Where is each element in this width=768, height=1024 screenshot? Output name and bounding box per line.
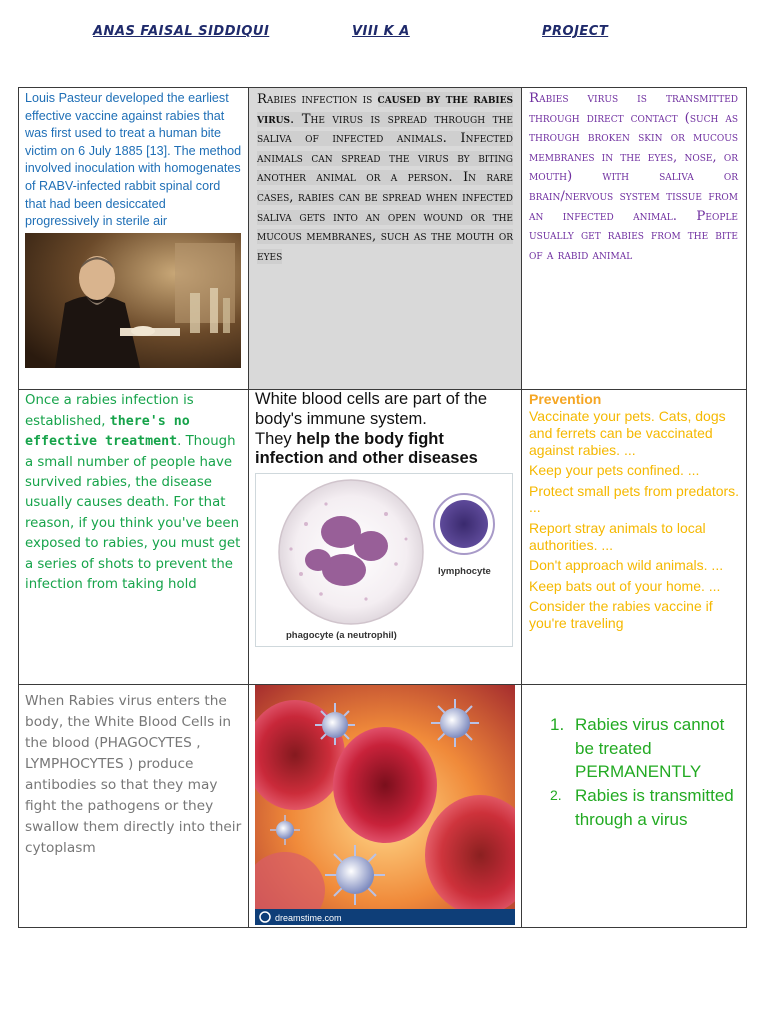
virus-particle	[276, 821, 294, 839]
phagocyte-cell	[279, 480, 423, 624]
watermark-text: dreamstime.com	[275, 912, 342, 923]
fact-item: 1. Rabies virus cannot be treated PERMANENTLY	[550, 714, 725, 782]
virus-particle	[440, 708, 470, 738]
white-blood-cells-figure	[255, 473, 513, 647]
virus-image-cell	[249, 684, 522, 927]
prevention-cell	[522, 390, 747, 684]
treatment-cell	[19, 390, 249, 684]
page-header	[0, 22, 768, 46]
treatment-text: Once a rabies infection is established, there's no effective treatment. Though a small number of people have survived rabies, the disease usually causes death. For that reason, if you think you've been exposed to rabies, you must get a series of shots to prevent the infection from taking hold	[25, 393, 241, 593]
prevention-item: Protect small pets from predators. ...	[529, 482, 740, 516]
prevention-item: Report stray animals to local authorities. ...	[529, 519, 706, 553]
cause-highlight: caused by the rabies virus	[257, 92, 513, 127]
facts-cell	[522, 684, 747, 927]
fact-item: 2. Rabies is transmitted through a virus	[550, 786, 734, 829]
pasteur-portrait-image	[25, 233, 241, 368]
transmission-text: Rabies virus is transmitted through direct contact (such as through broken skin or mucous membranes in the eyes, nose, or mouth) with saliva or brain/nervous system tissue from an infected animal. People usually get rabies from the bite of a rabid animal	[529, 91, 738, 263]
project-grid	[18, 87, 747, 928]
row-3	[19, 684, 747, 927]
immune-response-text: When Rabies virus enters the body, the White Blood Cells in the blood (PHAGOCYTES , LYMPHOCYTES ) produce antibodies so that they may fight the pathogens or they swallow them directly into their cytoplasm	[25, 692, 242, 856]
virus-illustration	[255, 685, 515, 925]
phagocyte-label: phagocyte (a neutrophil)	[286, 629, 397, 641]
prevention-item: Keep bats out of your home. ...	[529, 577, 721, 594]
lymphocyte-label: lymphocyte	[438, 565, 491, 577]
project-label: PROJECT	[542, 24, 609, 39]
immune-response-cell	[19, 684, 249, 927]
wbc-text: White blood cells are part of the body's immune system. They help the body fight infection and other diseases	[255, 390, 488, 468]
red-blood-cell	[333, 727, 437, 843]
cause-cell	[249, 88, 522, 390]
cause-text: Rabies infection is caused by the rabies virus. The virus is spread through the saliva of infected animals. Infected animals can spread the virus by biting another animal or a person. In rare cases, rabies can be spread when infected saliva gets into an open wound or the mucous membranes, such as the mouth or eyes	[257, 92, 513, 264]
prevention-item: Don't approach wild animals. ...	[529, 557, 724, 574]
prevention-title: Prevention	[529, 391, 602, 408]
blood-cells-illustration	[256, 474, 512, 646]
row-1	[19, 88, 747, 390]
student-name: ANAS FAISAL SIDDIQUI	[93, 24, 270, 39]
wbc-cell	[249, 390, 522, 684]
row-2	[19, 390, 747, 684]
transmission-cell	[522, 88, 747, 390]
prevention-item: Keep your pets confined. ...	[529, 462, 700, 479]
facts-list	[522, 713, 746, 832]
no-treatment-emphasis: there's no effective treatment	[25, 413, 190, 450]
class-label: VIII K A	[352, 24, 410, 39]
pasteur-text: Louis Pasteur developed the earliest effective vaccine against rabies that was first used to treat a human bite victim on 6 July 1885 [13]. The method involved inoculation with homogenates of RABV-infected rabbit spinal cord that had been desiccated progressively in sterile air	[25, 91, 242, 229]
virus-particle	[336, 856, 374, 894]
virus-particle	[322, 712, 348, 738]
prevention-item: Consider the rabies vaccine if you're traveling	[529, 598, 713, 631]
prevention-item: Vaccinate your pets. Cats, dogs and ferrets can be vaccinated against rabies. ...	[529, 408, 726, 458]
pasteur-cell	[19, 88, 249, 390]
